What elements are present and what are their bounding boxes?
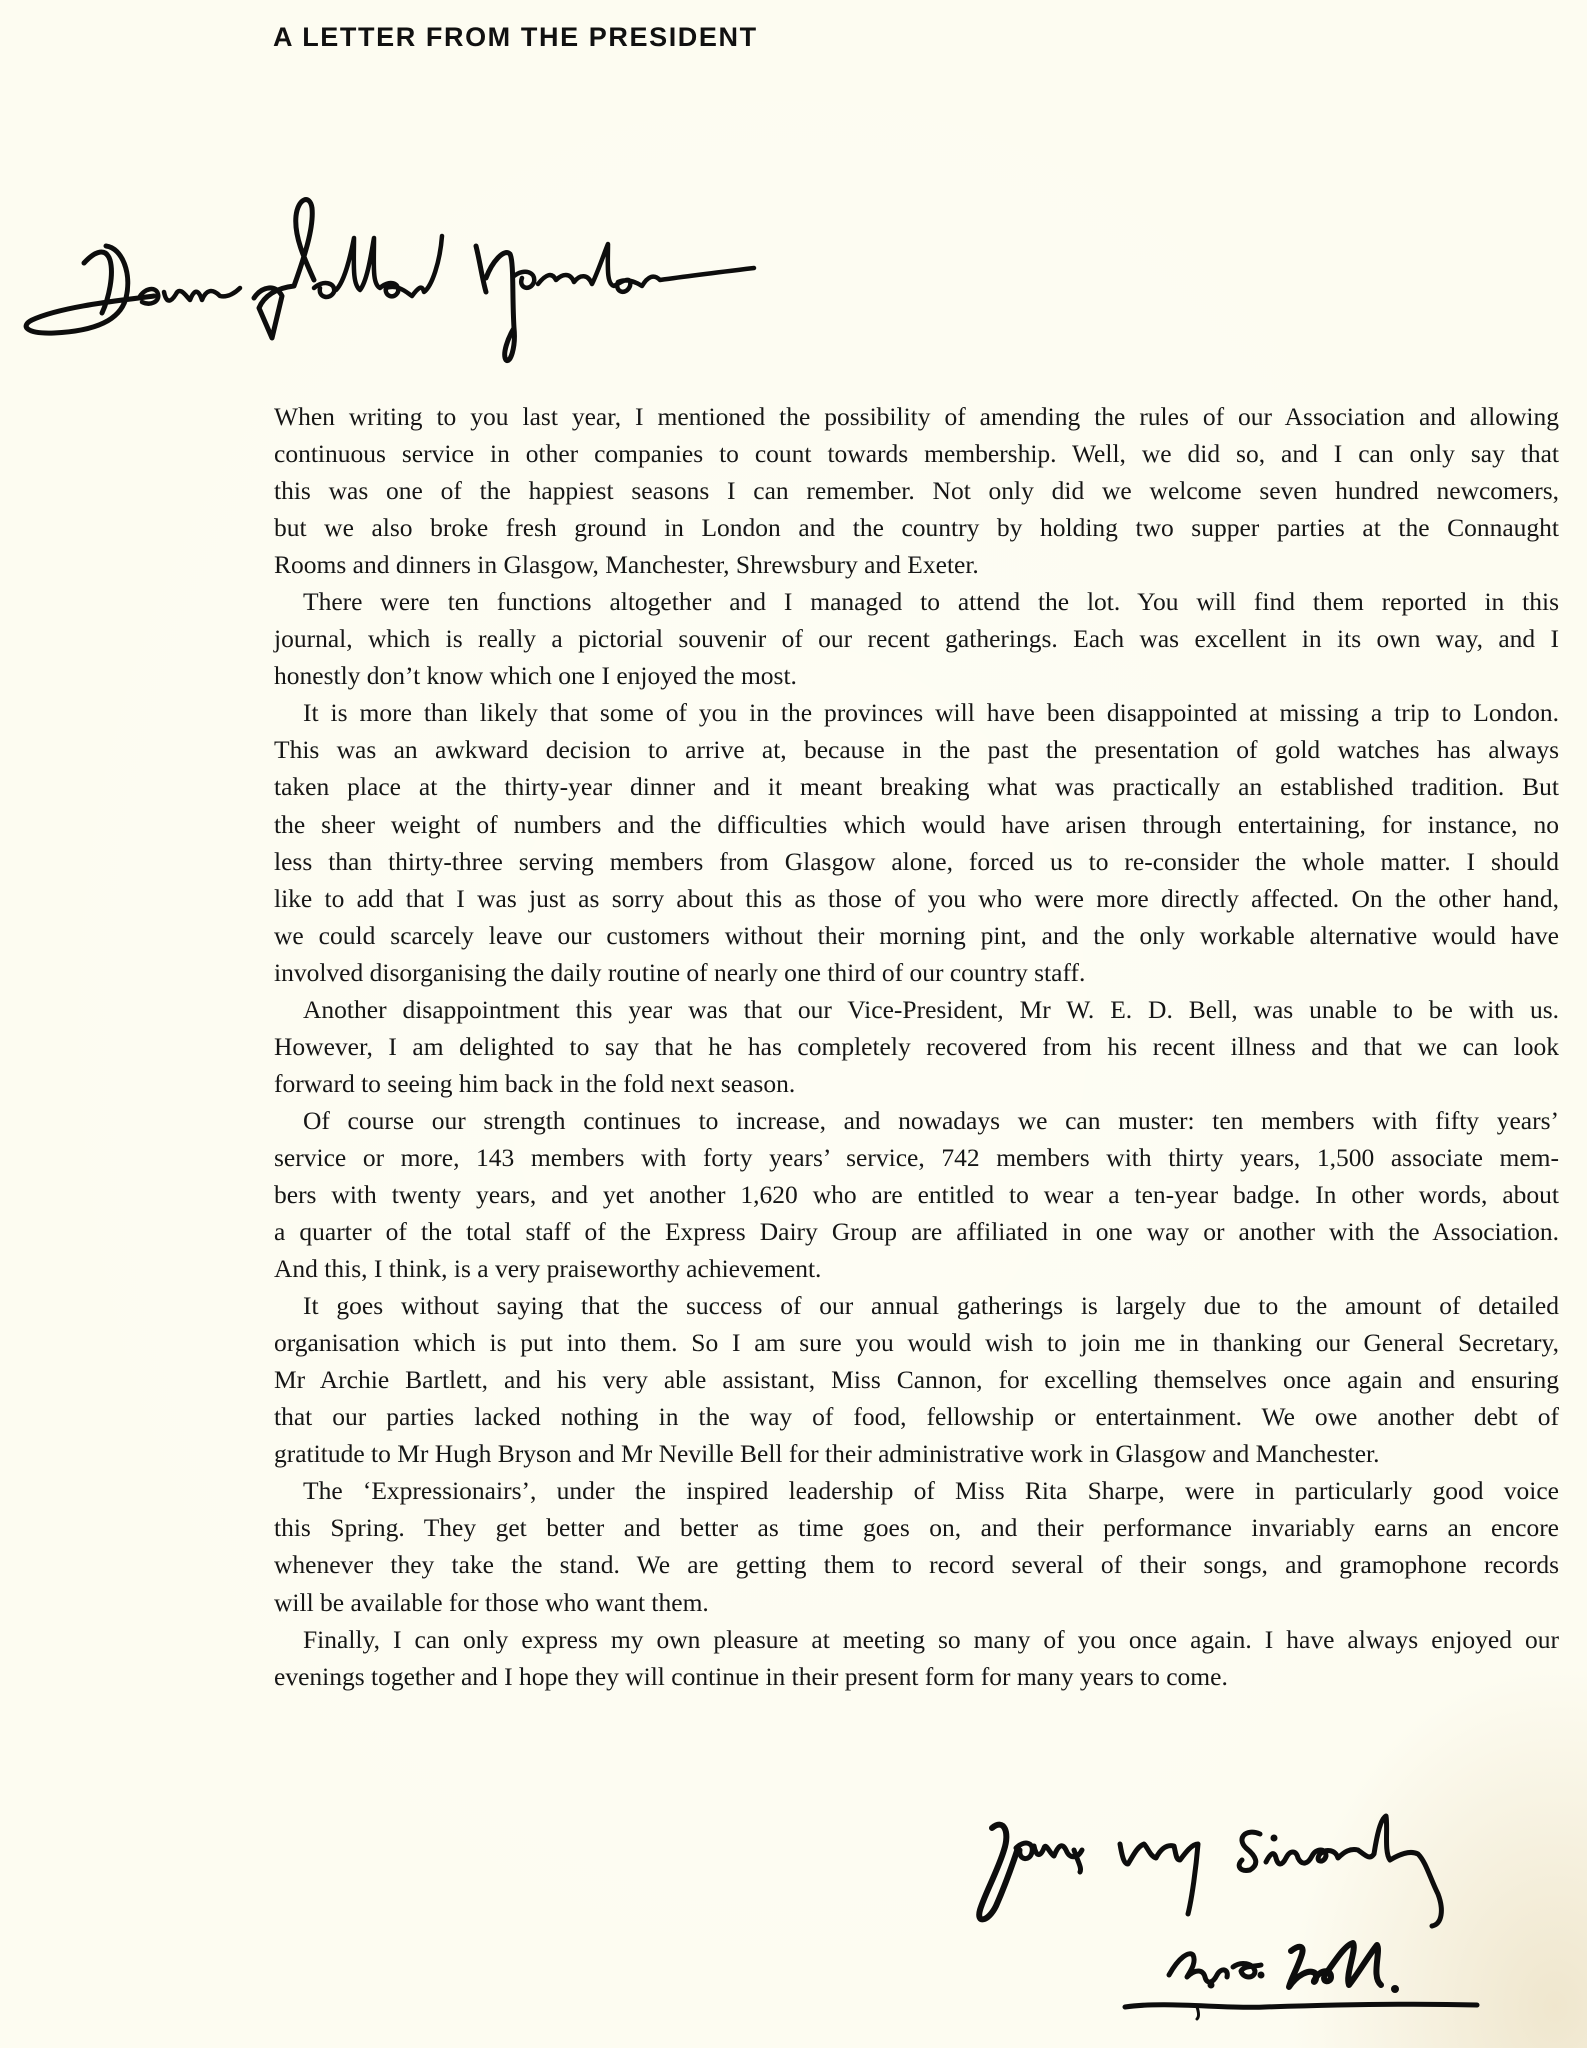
text-line: It goes without saying that the success of our annual gatherings is largely due to the amount of detailed — [303, 1291, 1559, 1321]
text-line: we could scarcely leave our customers without their morning pint, and the only workable alternative would have — [274, 920, 1559, 950]
text-line: Another disappointment this year was that our Vice-President, Mr W. E. D. Bell, was unable to be with us. — [303, 994, 1559, 1024]
text-line: It is more than likely that some of you in the provinces will have been disappointed at missing a trip to London. — [303, 698, 1559, 728]
signature-script-icon — [1105, 1935, 1565, 2020]
text-line: will be available for those who want them. — [274, 1587, 709, 1617]
paragraph-6 — [274, 1287, 1559, 1472]
paragraph-1 — [274, 398, 1559, 583]
text-line: organisation which is put into them. So I am sure you would wish to join me in thanking our General Secretary, — [274, 1328, 1559, 1358]
text-line: honestly don’t know which one I enjoyed the most. — [274, 661, 797, 691]
handwritten-closing — [970, 1798, 1560, 1933]
text-line: continuous service in other companies to count towards membership. Well, we did so, and I can only say that — [274, 439, 1559, 469]
text-line: whenever they take the stand. We are getting them to record several of their songs, and gramophone records — [274, 1550, 1559, 1580]
paragraph-8 — [274, 1621, 1559, 1695]
text-line: the sheer weight of numbers and the difficulties which would have arisen through entertaining, for instance, no — [274, 809, 1559, 839]
text-line: less than thirty-three serving members from Glasgow alone, forced us to re-consider the whole matter. I should — [274, 846, 1559, 876]
text-line: The ‘Expressionairs’, under the inspired leadership of Miss Rita Sharpe, were in particularly good voice — [303, 1476, 1559, 1506]
text-line: And this, I think, is a very praiseworthy achievement. — [274, 1254, 822, 1284]
text-line: forward to seeing him back in the fold next season. — [274, 1068, 796, 1098]
text-line: service or more, 143 members with forty years’ service, 742 members with thirty years, 1,500 associate mem- — [274, 1142, 1559, 1172]
text-line: Mr Archie Bartlett, and his very able assistant, Miss Cannon, for excelling themselves once again and ensuring — [274, 1365, 1559, 1395]
text-line: Rooms and dinners in Glasgow, Manchester, Shrewsbury and Exeter. — [274, 550, 979, 580]
text-line: evenings together and I hope they will continue in their present form for many years to come. — [274, 1661, 1228, 1691]
paragraph-2 — [274, 583, 1559, 694]
paragraph-7 — [274, 1472, 1559, 1620]
text-line: taken place at the thirty-year dinner and it meant breaking what was practically an established tradition. But — [274, 772, 1559, 802]
page-title: A LETTER FROM THE PRESIDENT — [273, 22, 758, 52]
text-line: Finally, I can only express my own pleasure at meeting so many of you once again. I have always enjoyed our — [303, 1624, 1559, 1654]
text-line: However, I am delighted to say that he has completely recovered from his recent illness and that we can look — [274, 1031, 1559, 1061]
text-line: this was one of the happiest seasons I can remember. Not only did we welcome seven hundred newcomers, — [274, 476, 1559, 506]
text-line: but we also broke fresh ground in London and the country by holding two supper parties at the Connaught — [274, 513, 1559, 543]
text-line: a quarter of the total staff of the Express Dairy Group are affiliated in one way or another with the Association. — [274, 1217, 1559, 1247]
text-line: this Spring. They get better and better as time goes on, and their performance invariably earns an encore — [274, 1513, 1559, 1543]
text-line: bers with twenty years, and yet another 1,620 who are entitled to wear a ten-year badge. In other words, about — [274, 1179, 1559, 1209]
closing-script-icon — [970, 1798, 1560, 1933]
handwritten-salutation — [14, 188, 774, 368]
paragraph-3 — [274, 694, 1559, 990]
paragraph-4 — [274, 991, 1559, 1102]
salutation-script-icon — [14, 188, 774, 368]
text-line: This was an awkward decision to arrive at, because in the past the presentation of gold watches has always — [274, 735, 1559, 765]
text-line: involved disorganising the daily routine of nearly one third of our country staff. — [274, 957, 1086, 987]
text-line: that our parties lacked nothing in the way of food, fellowship or entertainment. We owe another debt of — [274, 1402, 1559, 1432]
text-line: like to add that I was just as sorry about this as those of you who were more directly affected. On the other hand, — [274, 883, 1559, 913]
paragraph-5 — [274, 1102, 1559, 1287]
text-line: journal, which is really a pictorial souvenir of our recent gatherings. Each was excellent in its own way, and I — [274, 624, 1559, 654]
signature — [1105, 1935, 1565, 2020]
letter-body — [274, 398, 1559, 1695]
text-line: Of course our strength continues to increase, and nowadays we can muster: ten members with fifty years’ — [303, 1105, 1559, 1135]
text-line: There were ten functions altogether and I managed to attend the lot. You will find them reported in this — [303, 587, 1559, 617]
text-line: gratitude to Mr Hugh Bryson and Mr Neville Bell for their administrative work in Glasgow and Manchester. — [274, 1439, 1380, 1469]
text-line: When writing to you last year, I mentioned the possibility of amending the rules of our Association and allowing — [274, 402, 1559, 431]
